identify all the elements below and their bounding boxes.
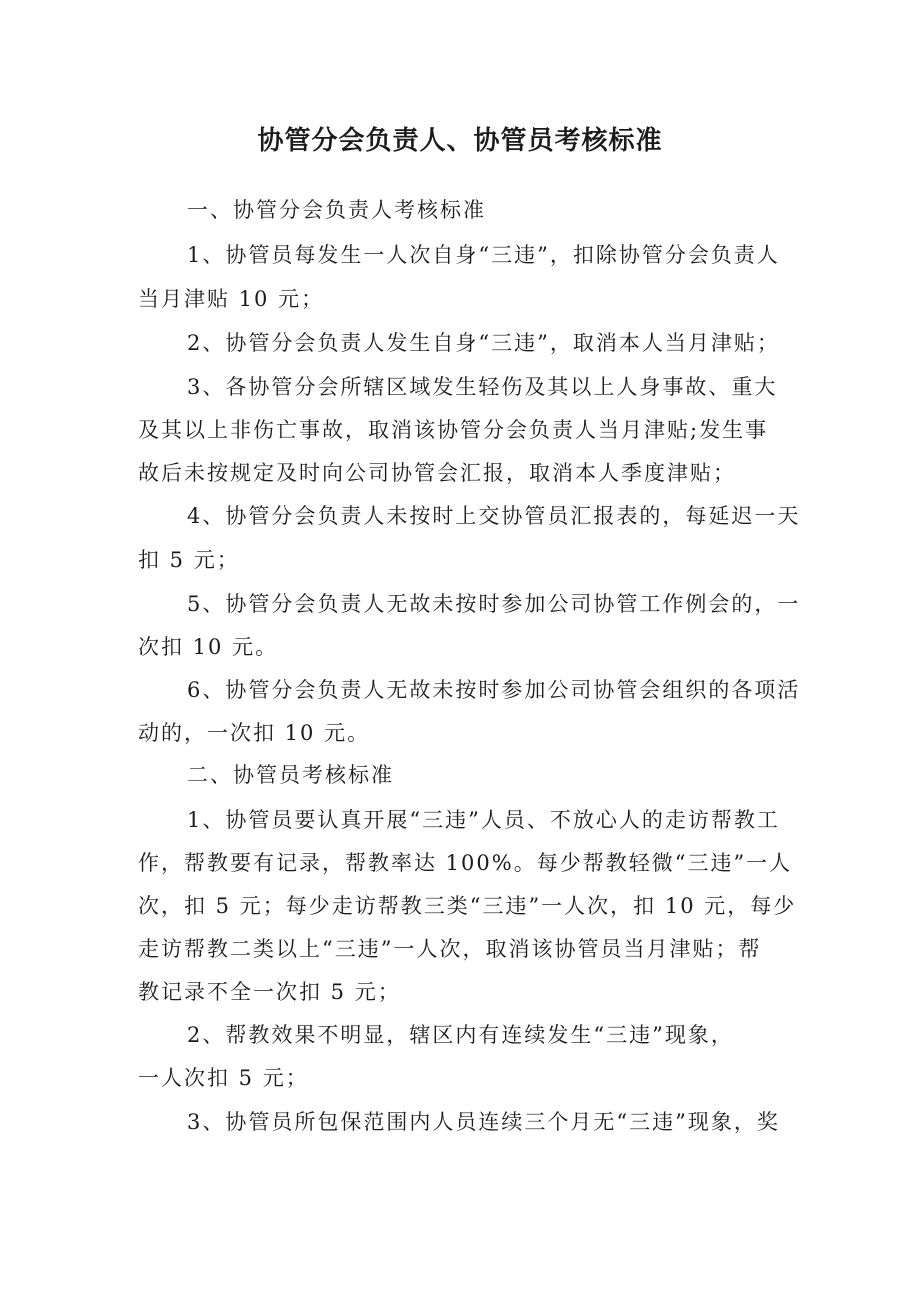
paragraph-line: 5、协管分会负责人无故未按时参加公司协管工作例会的，一 <box>187 592 801 616</box>
paragraph-line: 6、协管分会负责人无故未按时参加公司协管会组织的各项活 <box>187 678 801 702</box>
section-heading-1: 一、协管分会负责人考核标准 <box>187 198 486 222</box>
paragraph-line: 次扣 10 元。 <box>138 635 279 659</box>
paragraph-line: 1、协管员要认真开展“三违”人员、不放心人的走访帮教工 <box>187 808 780 832</box>
paragraph-line: 故后未按规定及时向公司协管会汇报，取消本人季度津贴； <box>138 461 736 485</box>
paragraph-line: 3、各协管分会所辖区域发生轻伤及其以上人身事故、重大 <box>187 375 778 399</box>
paragraph-line: 3、协管员所包保范围内人员连续三个月无“三违”现象，奖 <box>187 1110 780 1134</box>
paragraph-line: 及其以上非伤亡事故，取消该协管分会负责人当月津贴;发生事 <box>138 418 769 442</box>
paragraph-line: 当月津贴 10 元； <box>138 287 325 311</box>
paragraph-line: 2、协管分会负责人发生自身“三违”，取消本人当月津贴； <box>187 331 780 355</box>
paragraph-line: 动的，一次扣 10 元。 <box>138 721 371 745</box>
section-heading-2: 二、协管员考核标准 <box>187 763 394 787</box>
paragraph-line: 一人次扣 5 元； <box>138 1066 309 1090</box>
paragraph-line: 扣 5 元； <box>138 548 240 572</box>
paragraph-line: 1、协管员每发生一人次自身“三违”，扣除协管分会负责人 <box>187 243 780 267</box>
document-title: 协管分会负责人、协管员考核标准 <box>257 126 663 156</box>
paragraph-line: 教记录不全一次扣 5 元； <box>138 980 401 1004</box>
paragraph-line: 4、协管分会负责人未按时上交协管员汇报表的，每延迟一天 <box>187 504 801 528</box>
paragraph-line: 2、帮教效果不明显，辖区内有连续发生“三违”现象， <box>187 1023 734 1047</box>
paragraph-line: 作，帮教要有记录，帮教率达 100%。每少帮教轻微“三违”一人 <box>138 851 793 875</box>
paragraph-line: 次，扣 5 元；每少走访帮教三类“三违”一人次，扣 10 元，每少 <box>138 894 797 918</box>
paragraph-line: 走访帮教二类以上“三违”一人次，取消该协管员当月津贴；帮 <box>138 937 762 961</box>
